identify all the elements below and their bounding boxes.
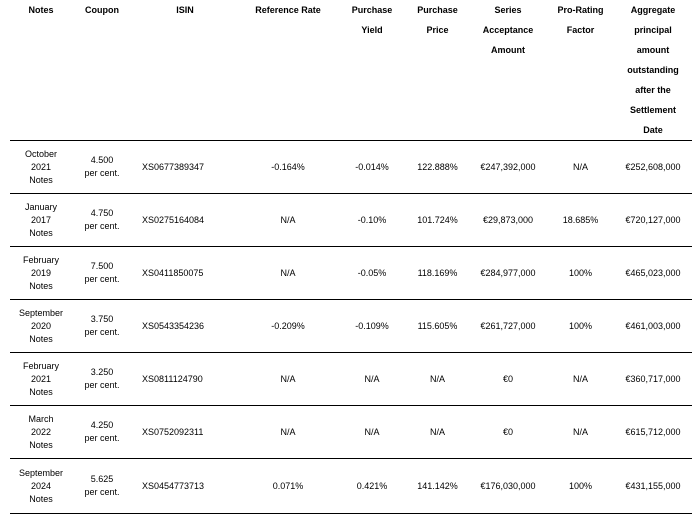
cell-aggregate-principal: €252,608,000 xyxy=(614,141,692,194)
cell-series-acceptance-amount: €284,977,000 xyxy=(469,247,547,300)
cell-purchase-price: 122.888% xyxy=(406,141,469,194)
cell-series-acceptance-amount: €247,392,000 xyxy=(469,141,547,194)
header-coupon: Coupon xyxy=(72,0,132,141)
cell-pro-rating-factor: N/A xyxy=(547,353,614,406)
cell-isin: XS0411850075 xyxy=(132,247,238,300)
cell-purchase-yield: 0.421% xyxy=(338,459,406,514)
cell-reference-rate: N/A xyxy=(238,353,338,406)
header-aggregate-principal: Aggregate principal amount outstanding after the Settlement Date xyxy=(614,0,692,141)
cell-aggregate-principal: €720,127,000 xyxy=(614,194,692,247)
cell-isin: XS0677389347 xyxy=(132,141,238,194)
cell-coupon: 4.750 per cent. xyxy=(72,194,132,247)
header-series-acceptance-amount: Series Acceptance Amount xyxy=(469,0,547,141)
header-notes: Notes xyxy=(10,0,72,141)
cell-notes: October 2021 Notes xyxy=(10,141,72,194)
cell-pro-rating-factor: 100% xyxy=(547,247,614,300)
notes-table xyxy=(10,0,692,514)
cell-coupon: 4.250 per cent. xyxy=(72,406,132,459)
cell-series-acceptance-amount: €0 xyxy=(469,353,547,406)
cell-notes: March 2022 Notes xyxy=(10,406,72,459)
cell-notes: September 2020 Notes xyxy=(10,300,72,353)
cell-isin: XS0275164084 xyxy=(132,194,238,247)
cell-aggregate-principal: €615,712,000 xyxy=(614,406,692,459)
cell-series-acceptance-amount: €261,727,000 xyxy=(469,300,547,353)
cell-purchase-yield: -0.10% xyxy=(338,194,406,247)
header-row xyxy=(10,0,692,141)
cell-isin: XS0752092311 xyxy=(132,406,238,459)
table-row xyxy=(10,141,692,194)
header-reference-rate: Reference Rate xyxy=(238,0,338,141)
cell-aggregate-principal: €465,023,000 xyxy=(614,247,692,300)
cell-pro-rating-factor: N/A xyxy=(547,141,614,194)
cell-coupon: 4.500 per cent. xyxy=(72,141,132,194)
header-pro-rating-factor: Pro-Rating Factor xyxy=(547,0,614,141)
cell-pro-rating-factor: 100% xyxy=(547,459,614,514)
cell-reference-rate: N/A xyxy=(238,247,338,300)
cell-series-acceptance-amount: €176,030,000 xyxy=(469,459,547,514)
cell-isin: XS0811124790 xyxy=(132,353,238,406)
cell-aggregate-principal: €461,003,000 xyxy=(614,300,692,353)
cell-notes: February 2019 Notes xyxy=(10,247,72,300)
cell-reference-rate: N/A xyxy=(238,406,338,459)
cell-reference-rate: N/A xyxy=(238,194,338,247)
cell-notes: September 2024 Notes xyxy=(10,459,72,514)
cell-pro-rating-factor: 100% xyxy=(547,300,614,353)
table-row xyxy=(10,300,692,353)
cell-purchase-price: 141.142% xyxy=(406,459,469,514)
cell-aggregate-principal: €431,155,000 xyxy=(614,459,692,514)
cell-reference-rate: -0.164% xyxy=(238,141,338,194)
table-row xyxy=(10,194,692,247)
cell-pro-rating-factor: 18.685% xyxy=(547,194,614,247)
cell-purchase-price: 115.605% xyxy=(406,300,469,353)
cell-purchase-yield: N/A xyxy=(338,406,406,459)
cell-purchase-price: 118.169% xyxy=(406,247,469,300)
cell-notes: January 2017 Notes xyxy=(10,194,72,247)
cell-isin: XS0454773713 xyxy=(132,459,238,514)
header-purchase-yield: Purchase Yield xyxy=(338,0,406,141)
cell-purchase-price: N/A xyxy=(406,406,469,459)
cell-notes: February 2021 Notes xyxy=(10,353,72,406)
cell-purchase-yield: N/A xyxy=(338,353,406,406)
cell-coupon: 5.625 per cent. xyxy=(72,459,132,514)
cell-purchase-yield: -0.109% xyxy=(338,300,406,353)
cell-coupon: 3.750 per cent. xyxy=(72,300,132,353)
header-purchase-price: Purchase Price xyxy=(406,0,469,141)
table-row xyxy=(10,406,692,459)
cell-reference-rate: -0.209% xyxy=(238,300,338,353)
cell-aggregate-principal: €360,717,000 xyxy=(614,353,692,406)
cell-isin: XS0543354236 xyxy=(132,300,238,353)
table-row xyxy=(10,247,692,300)
table-row xyxy=(10,459,692,514)
header-isin: ISIN xyxy=(132,0,238,141)
table-row xyxy=(10,353,692,406)
cell-pro-rating-factor: N/A xyxy=(547,406,614,459)
cell-purchase-yield: -0.05% xyxy=(338,247,406,300)
cell-reference-rate: 0.071% xyxy=(238,459,338,514)
cell-purchase-price: N/A xyxy=(406,353,469,406)
cell-series-acceptance-amount: €0 xyxy=(469,406,547,459)
cell-coupon: 7.500 per cent. xyxy=(72,247,132,300)
cell-coupon: 3.250 per cent. xyxy=(72,353,132,406)
cell-purchase-price: 101.724% xyxy=(406,194,469,247)
cell-purchase-yield: -0.014% xyxy=(338,141,406,194)
cell-series-acceptance-amount: €29,873,000 xyxy=(469,194,547,247)
